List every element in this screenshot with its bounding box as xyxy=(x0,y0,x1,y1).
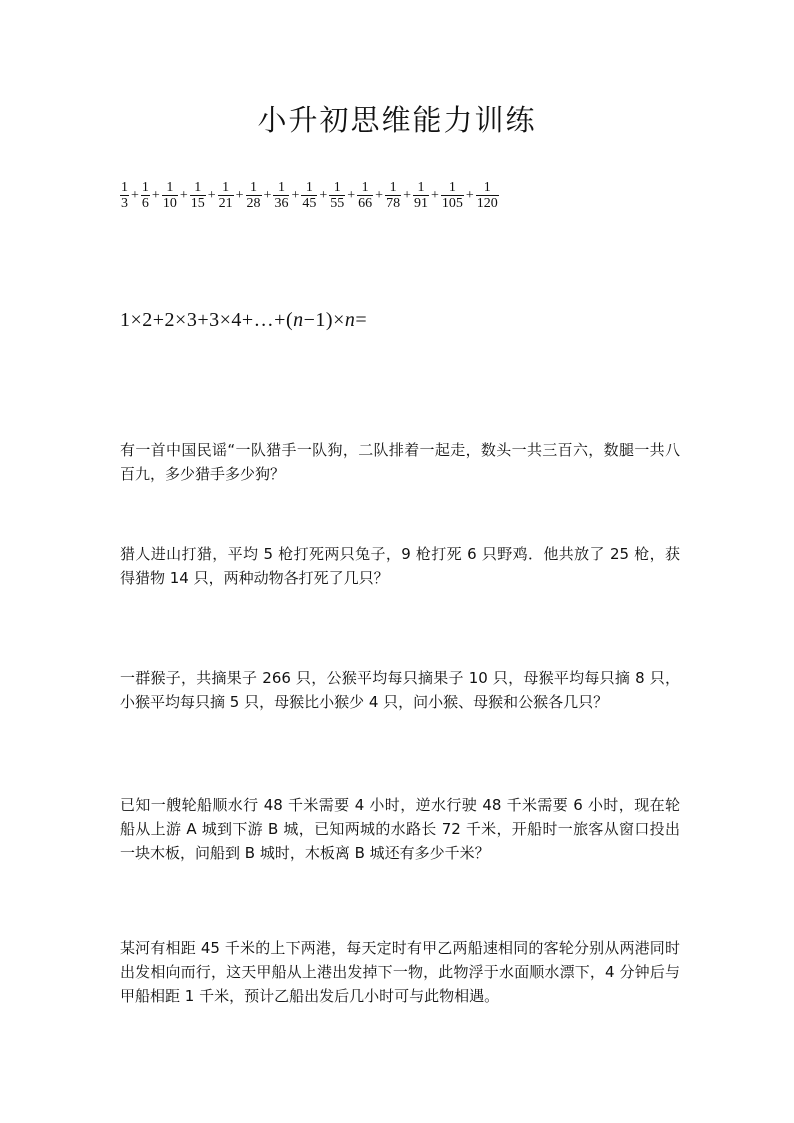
fraction-numerator: 1 xyxy=(141,180,149,195)
fraction-numerator: 1 xyxy=(166,180,174,195)
fraction-numerator: 1 xyxy=(305,180,313,195)
expression-variable: n xyxy=(293,309,304,331)
fraction xyxy=(476,180,499,211)
fraction xyxy=(218,180,234,211)
fraction-numerator: 1 xyxy=(121,180,128,195)
fraction-numerator: 1 xyxy=(417,180,425,195)
problem-4: 已知一艘轮船顺水行 48 千米需要 4 小时，逆水行驶 48 千米需要 6 小时，现在轮船从上游 A 城到下游 B 城，已知两城的水路长 72 千米，开船时一旅客从窗口投出一块木板，问船到 B 城时，木板离 B 城还有多少千米？ xyxy=(120,796,680,862)
fraction-sum-expression xyxy=(120,180,499,211)
fraction xyxy=(357,180,373,211)
fraction-denominator: 55 xyxy=(330,196,345,211)
fraction xyxy=(441,180,464,211)
fraction-numerator: 1 xyxy=(250,180,258,195)
plus-sign: + xyxy=(131,187,139,203)
page-title: 小升初思维能力训练 xyxy=(257,103,537,137)
fraction xyxy=(385,180,401,211)
plus-sign: + xyxy=(375,187,384,203)
plus-sign: + xyxy=(403,187,411,203)
problem-5: 某河有相距 45 千米的上下两港，每天定时有甲乙两船速相同的客轮分别从两港同时出发相向而行，这天甲船从上港出发掉下一物，此物浮于水面顺水漂下，4 分钟后与甲船相距 1 千米，预计乙船出发后几小时可与此物相遇。 xyxy=(120,939,680,1005)
fraction-denominator: 15 xyxy=(190,196,205,211)
fraction-numerator: 1 xyxy=(277,180,285,195)
fraction-denominator: 21 xyxy=(218,196,233,211)
fraction-denominator: 120 xyxy=(476,196,498,211)
fraction xyxy=(246,180,262,211)
fraction-denominator: 3 xyxy=(121,196,128,211)
fraction-numerator: 1 xyxy=(194,180,202,195)
fraction xyxy=(162,180,178,211)
plus-sign: + xyxy=(235,187,244,203)
fraction-denominator: 78 xyxy=(386,196,401,211)
fraction-denominator: 45 xyxy=(302,196,317,211)
fraction-numerator: 1 xyxy=(483,180,491,195)
fraction-denominator: 105 xyxy=(441,196,463,211)
fraction-denominator: 36 xyxy=(274,196,289,211)
plus-sign: + xyxy=(151,187,160,203)
problem-3: 一群猴子，共摘果子 266 只，公猴平均每只摘果子 10 只，母猴平均每只摘 8 只，小猴平均每只摘 5 只，母猴比小猴少 4 只，问小猴、母猴和公猴各几只？ xyxy=(120,669,680,711)
plus-sign: + xyxy=(319,187,328,203)
fraction xyxy=(190,180,206,211)
fraction-numerator: 1 xyxy=(222,180,230,195)
fraction xyxy=(273,180,289,211)
plus-sign: + xyxy=(179,187,188,203)
fraction-denominator: 28 xyxy=(246,196,261,211)
fraction-numerator: 1 xyxy=(448,180,456,195)
plus-sign: + xyxy=(207,187,216,203)
fraction-denominator: 6 xyxy=(141,196,149,211)
expression-part: = xyxy=(355,309,368,331)
plus-sign: + xyxy=(347,187,356,203)
fraction-numerator: 1 xyxy=(389,180,397,195)
plus-sign: + xyxy=(291,187,300,203)
fraction-numerator: 1 xyxy=(361,180,369,195)
fraction-numerator: 1 xyxy=(333,180,341,195)
fraction xyxy=(413,180,429,211)
expression-variable: n xyxy=(344,309,356,331)
product-sum-expression xyxy=(120,309,367,332)
expression-part: 1×2+2×3+3×4+…+( xyxy=(120,309,294,331)
fraction-denominator: 10 xyxy=(162,196,177,211)
fraction-denominator: 91 xyxy=(413,196,428,211)
fraction xyxy=(329,180,345,211)
expression-part: −1)× xyxy=(303,309,345,331)
fraction xyxy=(141,180,150,211)
plus-sign: + xyxy=(430,187,439,203)
problem-1: 有一首中国民谣“一队猎手一队狗，二队排着一起走，数头一共三百六，数腿一共八百九，多少猎手多少狗？ xyxy=(120,441,680,483)
fraction xyxy=(120,180,129,211)
fraction xyxy=(301,180,317,211)
problem-2: 猎人进山打猎，平均 5 枪打死两只兔子，9 枪打死 6 只野鸡．他共放了 25 枪，获得猎物 14 只，两种动物各打死了几只？ xyxy=(120,545,680,587)
fraction-denominator: 66 xyxy=(358,196,373,211)
plus-sign: + xyxy=(263,187,272,203)
plus-sign: + xyxy=(465,187,474,203)
